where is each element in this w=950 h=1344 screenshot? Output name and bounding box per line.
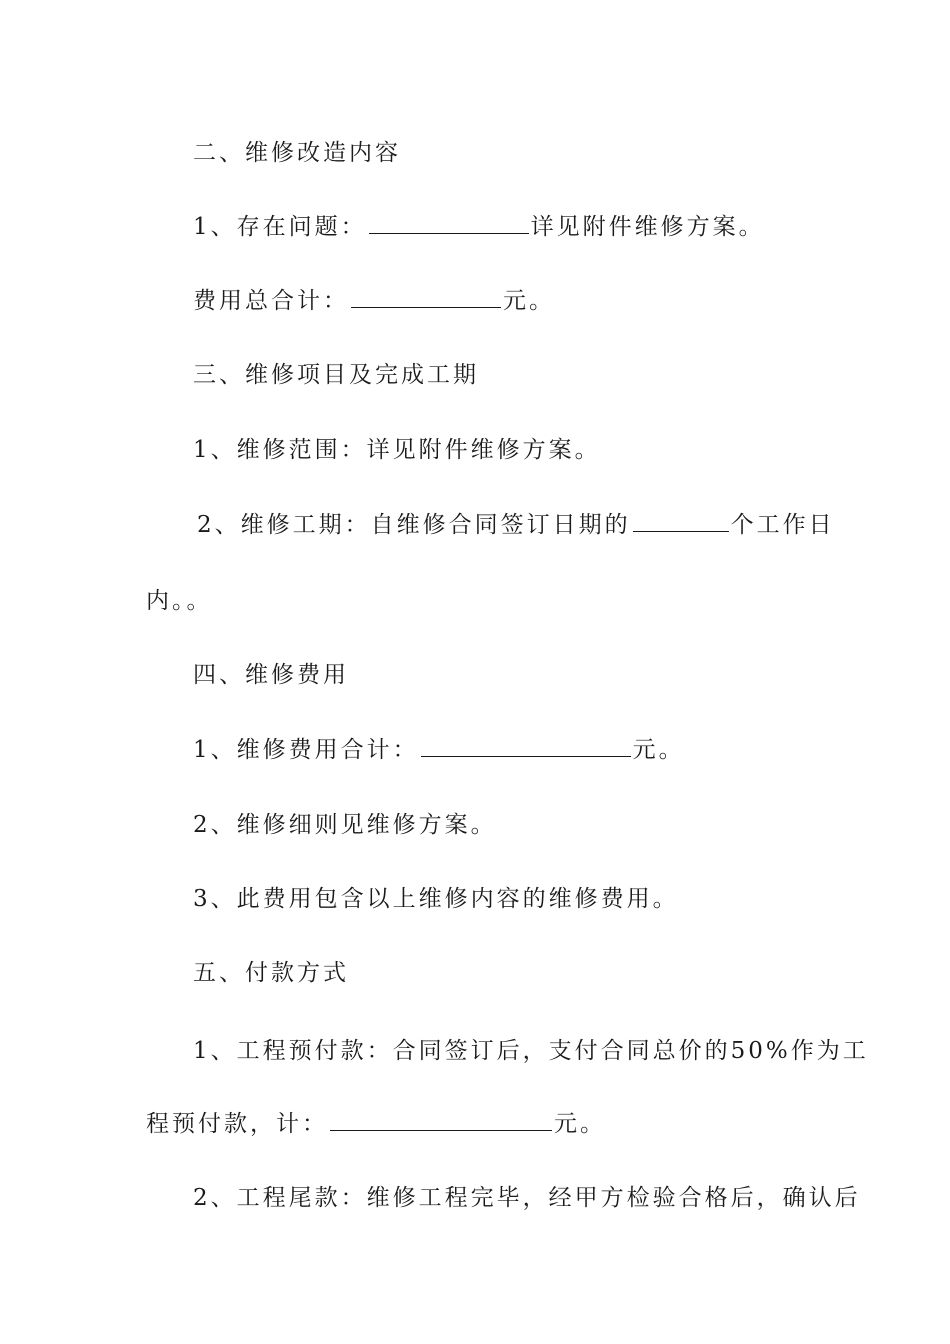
section-four-item-1 <box>193 735 685 765</box>
section-four-item-2 <box>193 810 497 840</box>
section-three-heading <box>193 360 479 390</box>
section-four-item-3 <box>193 884 679 914</box>
section-two-heading-text: 二、维修改造内容 <box>193 140 401 166</box>
fill-in-blank <box>421 736 631 757</box>
item-suffix: 元。 <box>554 1111 606 1137</box>
section-two-heading <box>193 138 401 168</box>
item-text: 1、维修范围：详见附件维修方案。 <box>193 437 601 463</box>
section-three-heading-text: 三、维修项目及完成工期 <box>193 362 479 388</box>
section-five-item-1 <box>193 1036 869 1066</box>
item-text: 内。。 <box>146 588 213 614</box>
section-five-heading <box>193 958 349 988</box>
fill-in-blank <box>330 1110 552 1131</box>
fill-in-blank <box>351 287 501 308</box>
item-label: 2、维修工期：自维修合同签订日期的 <box>197 512 631 538</box>
item-text: 2、工程尾款：维修工程完毕，经甲方检验合格后，确认后 <box>193 1185 861 1211</box>
item-suffix: 个工作日 <box>730 512 835 538</box>
section-three-item-2 <box>197 510 835 540</box>
section-three-item-2-continued <box>146 586 213 616</box>
total-suffix: 元。 <box>503 288 555 314</box>
item-label: 程预付款，计： <box>146 1111 328 1137</box>
section-five-item-2 <box>193 1183 861 1213</box>
section-five-item-1-continued <box>146 1109 606 1139</box>
total-label: 费用总合计： <box>193 288 349 314</box>
section-five-heading-text: 五、付款方式 <box>193 960 349 986</box>
section-three-item-1 <box>193 435 601 465</box>
section-two-item-1 <box>193 212 765 242</box>
section-four-heading-text: 四、维修费用 <box>193 662 349 688</box>
item-text: 2、维修细则见维修方案。 <box>193 812 497 838</box>
section-two-total <box>193 286 555 316</box>
fill-in-blank <box>633 511 729 532</box>
item-text: 3、此费用包含以上维修内容的维修费用。 <box>193 886 679 912</box>
fill-in-blank <box>369 213 529 234</box>
item-suffix: 元。 <box>632 737 685 763</box>
section-four-heading <box>193 660 349 690</box>
item-text: 1、工程预付款：合同签订后，支付合同总价的50%作为工 <box>193 1038 869 1064</box>
item-label: 1、维修费用合计： <box>193 737 419 763</box>
item-label: 1、存在问题： <box>193 214 367 240</box>
item-suffix: 详见附件维修方案。 <box>530 214 765 240</box>
